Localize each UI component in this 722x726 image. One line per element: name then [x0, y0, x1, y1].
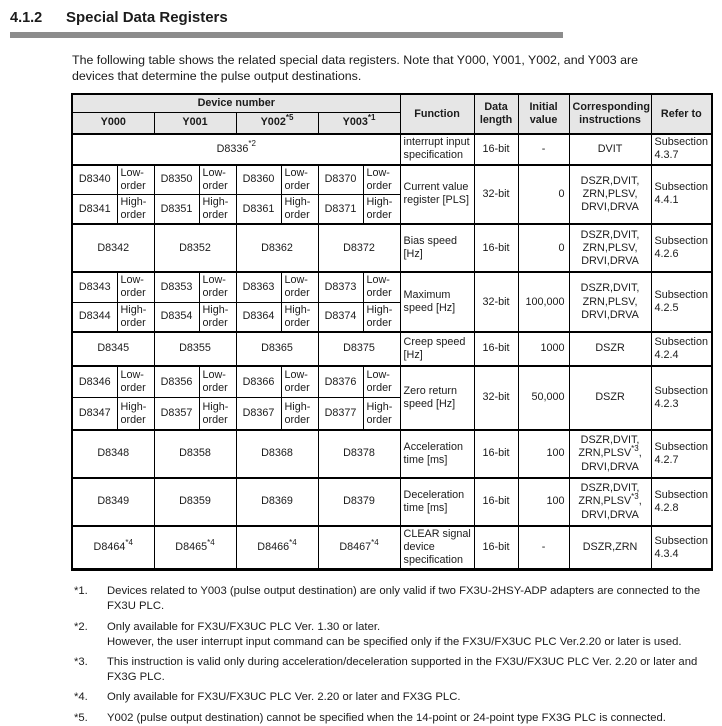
- function-cell: interrupt input specification: [400, 134, 474, 164]
- device-cell: D8357: [154, 398, 199, 430]
- footnote: [74, 584, 722, 614]
- order-cell: High-order: [199, 302, 236, 332]
- instructions-sup: *3: [631, 491, 639, 501]
- order-cell: High-order: [117, 398, 154, 430]
- device-number-header: Device number: [72, 94, 400, 112]
- instructions-text: , DRVI,DRVA: [581, 495, 642, 521]
- table-row-d8340-low: [72, 165, 712, 195]
- function-cell: Deceleration time [ms]: [400, 478, 474, 526]
- instructions-cell: DVIT: [569, 134, 651, 164]
- section-header: [0, 0, 722, 26]
- device-cell: D8354: [154, 302, 199, 332]
- device-sup: *4: [125, 537, 133, 547]
- intro-text: The following table shows the related special data registers. Note that Y000, Y001, Y002, and Y003 are devices that determine the pulse output destinations.: [72, 53, 638, 84]
- table-row-d8348: [72, 430, 712, 478]
- function-header: Function: [400, 94, 474, 134]
- device-cell: D8362: [236, 224, 318, 272]
- device-label: D8466: [257, 541, 290, 554]
- device-cell: D8350: [154, 165, 199, 195]
- footnote-text: Only available for FX3U/FX3UC PLC Ver. 2.20 or later and FX3G PLC.: [107, 691, 461, 704]
- order-cell: High-order: [199, 194, 236, 224]
- instructions-text: DSZR,DVIT, ZRN,PLSV: [578, 482, 640, 508]
- y003-sup: *1: [367, 112, 376, 122]
- footnote-marker: *5.: [74, 711, 88, 724]
- refer-to-cell: Subsection 4.2.4: [651, 332, 712, 366]
- order-cell: Low-order: [281, 165, 318, 195]
- order-cell: Low-order: [199, 272, 236, 302]
- order-cell: Low-order: [281, 366, 318, 398]
- initial-value-cell: 100: [518, 478, 569, 526]
- function-cell: Zero return speed [Hz]: [400, 366, 474, 430]
- table-row-d8349: [72, 478, 712, 526]
- y002-label: Y002: [260, 116, 286, 129]
- refer-to-cell: Subsection 4.4.1: [651, 165, 712, 225]
- function-cell: Bias speed [Hz]: [400, 224, 474, 272]
- device-cell: D8361: [236, 194, 281, 224]
- device-cell: D8344: [72, 302, 117, 332]
- footnote: [74, 711, 722, 726]
- device-cell: D8349: [72, 478, 154, 526]
- initial-value-cell: -: [518, 526, 569, 570]
- device-cell: D8355: [154, 332, 236, 366]
- function-cell: Current value register [PLS]: [400, 165, 474, 225]
- footnote: [74, 690, 722, 705]
- section-number: 4.1.2: [10, 10, 43, 26]
- instructions-cell: [569, 430, 651, 478]
- initial-value-cell: 100: [518, 430, 569, 478]
- function-cell: CLEAR signal device specification: [400, 526, 474, 570]
- data-length-header: Data length: [474, 94, 518, 134]
- device-cell: D8370: [318, 165, 363, 195]
- device-cell: D8358: [154, 430, 236, 478]
- refer-to-cell: Subsection 4.3.7: [651, 134, 712, 164]
- footnote-text: Devices related to Y003 (pulse output destination) are only valid if two FX3U-2HSY-ADP adapters are connected to the FX3U PLC.: [107, 585, 701, 613]
- footnote-marker: *4.: [74, 691, 88, 704]
- footnote-marker: *3.: [74, 656, 88, 669]
- device-cell: [72, 526, 154, 570]
- order-cell: High-order: [363, 194, 400, 224]
- refer-to-cell: Subsection 4.2.6: [651, 224, 712, 272]
- device-label: D8336: [216, 142, 249, 155]
- data-length-cell: 32-bit: [474, 272, 518, 332]
- refer-to-cell: Subsection 4.2.8: [651, 478, 712, 526]
- device-cell: D8367: [236, 398, 281, 430]
- order-cell: Low-order: [363, 165, 400, 195]
- instructions-cell: [569, 478, 651, 526]
- table-row-d8464: [72, 526, 712, 570]
- footnotes: [74, 584, 722, 725]
- device-cell: D8369: [236, 478, 318, 526]
- instructions-cell: DSZR,ZRN: [569, 526, 651, 570]
- initial-value-cell: 100,000: [518, 272, 569, 332]
- data-length-cell: 16-bit: [474, 332, 518, 366]
- device-cell: [236, 526, 318, 570]
- data-length-cell: 16-bit: [474, 224, 518, 272]
- refer-to-cell: Subsection 4.2.5: [651, 272, 712, 332]
- initial-value-cell: 0: [518, 165, 569, 225]
- refer-to-header: Refer to: [651, 94, 712, 134]
- refer-to-cell: Subsection 4.3.4: [651, 526, 712, 570]
- function-cell: Acceleration time [ms]: [400, 430, 474, 478]
- footnote-text: Y002 (pulse output destination) cannot be specified when the 14-point or 24-point type FX3G PLC is connected.: [107, 711, 666, 724]
- y000-header: [72, 112, 154, 134]
- instructions-cell: DSZR,DVIT, ZRN,PLSV, DRVI,DRVA: [569, 165, 651, 225]
- instructions-header: Corresponding instructions: [569, 94, 651, 134]
- refer-to-cell: Subsection 4.2.7: [651, 430, 712, 478]
- device-sup: *2: [248, 139, 256, 149]
- order-cell: Low-order: [117, 366, 154, 398]
- device-cell: D8374: [318, 302, 363, 332]
- initial-value-cell: -: [518, 134, 569, 164]
- y002-sup: *5: [285, 112, 294, 122]
- footnote: [74, 655, 722, 685]
- y001-header: [154, 112, 236, 134]
- table-header-row-1: [72, 94, 712, 112]
- device-cell: D8378: [318, 430, 400, 478]
- device-cell: [72, 134, 400, 164]
- title-rule: [10, 32, 563, 38]
- device-cell: D8377: [318, 398, 363, 430]
- device-cell: [154, 526, 236, 570]
- order-cell: High-order: [199, 398, 236, 430]
- device-cell: D8347: [72, 398, 117, 430]
- footnote-text: Only available for FX3U/FX3UC PLC Ver. 1.30 or later. However, the user interrupt input command can be specified only if the FX3U/FX3UC PLC Ver.2.20 or later is used.: [107, 620, 682, 648]
- instructions-text: DSZR,DVIT, ZRN,PLSV: [578, 434, 640, 460]
- instructions-cell: DSZR: [569, 332, 651, 366]
- device-cell: D8363: [236, 272, 281, 302]
- order-cell: High-order: [363, 398, 400, 430]
- order-cell: Low-order: [199, 366, 236, 398]
- data-length-cell: 16-bit: [474, 478, 518, 526]
- device-sup: *4: [371, 537, 379, 547]
- order-cell: High-order: [117, 194, 154, 224]
- device-cell: D8342: [72, 224, 154, 272]
- order-cell: High-order: [281, 194, 318, 224]
- table-row-d8345: [72, 332, 712, 366]
- device-cell: D8353: [154, 272, 199, 302]
- device-cell: D8368: [236, 430, 318, 478]
- device-cell: D8364: [236, 302, 281, 332]
- y000-label: Y000: [100, 116, 126, 129]
- order-cell: Low-order: [281, 272, 318, 302]
- table-row-d8342: [72, 224, 712, 272]
- instructions-text: , DRVI,DRVA: [581, 447, 642, 473]
- function-cell: Creep speed [Hz]: [400, 332, 474, 366]
- device-sup: *4: [289, 537, 297, 547]
- footnote-marker: *2.: [74, 620, 88, 633]
- device-cell: D8345: [72, 332, 154, 366]
- device-cell: D8376: [318, 366, 363, 398]
- footnote-text: This instruction is valid only during acceleration/deceleration supported in the FX3U/FX3UC PLC Ver. 2.20 or later and FX3G PLC.: [107, 656, 698, 684]
- device-label: D8464: [93, 541, 126, 554]
- device-cell: [318, 526, 400, 570]
- data-length-cell: 16-bit: [474, 430, 518, 478]
- data-length-cell: 32-bit: [474, 165, 518, 225]
- function-cell: Maximum speed [Hz]: [400, 272, 474, 332]
- device-cell: D8360: [236, 165, 281, 195]
- device-cell: D8365: [236, 332, 318, 366]
- device-cell: D8356: [154, 366, 199, 398]
- order-cell: Low-order: [363, 366, 400, 398]
- table-row-d8346-low: [72, 366, 712, 398]
- device-label: D8465: [175, 541, 208, 554]
- order-cell: High-order: [117, 302, 154, 332]
- device-label: D8467: [339, 541, 372, 554]
- device-cell: D8379: [318, 478, 400, 526]
- y001-label: Y001: [182, 116, 208, 129]
- table-row-d8336: [72, 134, 712, 164]
- data-length-cell: 16-bit: [474, 526, 518, 570]
- device-cell: D8351: [154, 194, 199, 224]
- device-cell: D8343: [72, 272, 117, 302]
- y003-header: [318, 112, 400, 134]
- device-cell: D8340: [72, 165, 117, 195]
- order-cell: Low-order: [363, 272, 400, 302]
- order-cell: High-order: [363, 302, 400, 332]
- data-length-cell: 32-bit: [474, 366, 518, 430]
- order-cell: High-order: [281, 302, 318, 332]
- instructions-sup: *3: [631, 443, 639, 453]
- refer-to-cell: Subsection 4.2.3: [651, 366, 712, 430]
- device-cell: D8359: [154, 478, 236, 526]
- device-cell: D8372: [318, 224, 400, 272]
- device-sup: *4: [207, 537, 215, 547]
- page-title: Special Data Registers: [66, 9, 228, 26]
- data-length-cell: 16-bit: [474, 134, 518, 164]
- device-cell: D8346: [72, 366, 117, 398]
- instructions-cell: DSZR,DVIT, ZRN,PLSV, DRVI,DRVA: [569, 272, 651, 332]
- device-cell: D8352: [154, 224, 236, 272]
- order-cell: Low-order: [117, 165, 154, 195]
- y003-label: Y003: [342, 116, 368, 129]
- y002-header: [236, 112, 318, 134]
- initial-value-cell: 1000: [518, 332, 569, 366]
- instructions-cell: DSZR,DVIT, ZRN,PLSV, DRVI,DRVA: [569, 224, 651, 272]
- table-row-d8343-low: [72, 272, 712, 302]
- footnote: [74, 620, 722, 650]
- device-cell: D8341: [72, 194, 117, 224]
- device-cell: D8348: [72, 430, 154, 478]
- device-cell: D8366: [236, 366, 281, 398]
- device-cell: D8371: [318, 194, 363, 224]
- initial-value-header: Initial value: [518, 94, 569, 134]
- initial-value-cell: 0: [518, 224, 569, 272]
- special-data-registers-table: [71, 93, 713, 571]
- initial-value-cell: 50,000: [518, 366, 569, 430]
- device-cell: D8373: [318, 272, 363, 302]
- device-cell: D8375: [318, 332, 400, 366]
- footnote-marker: *1.: [74, 585, 88, 598]
- order-cell: Low-order: [117, 272, 154, 302]
- instructions-cell: DSZR: [569, 366, 651, 430]
- order-cell: Low-order: [199, 165, 236, 195]
- order-cell: High-order: [281, 398, 318, 430]
